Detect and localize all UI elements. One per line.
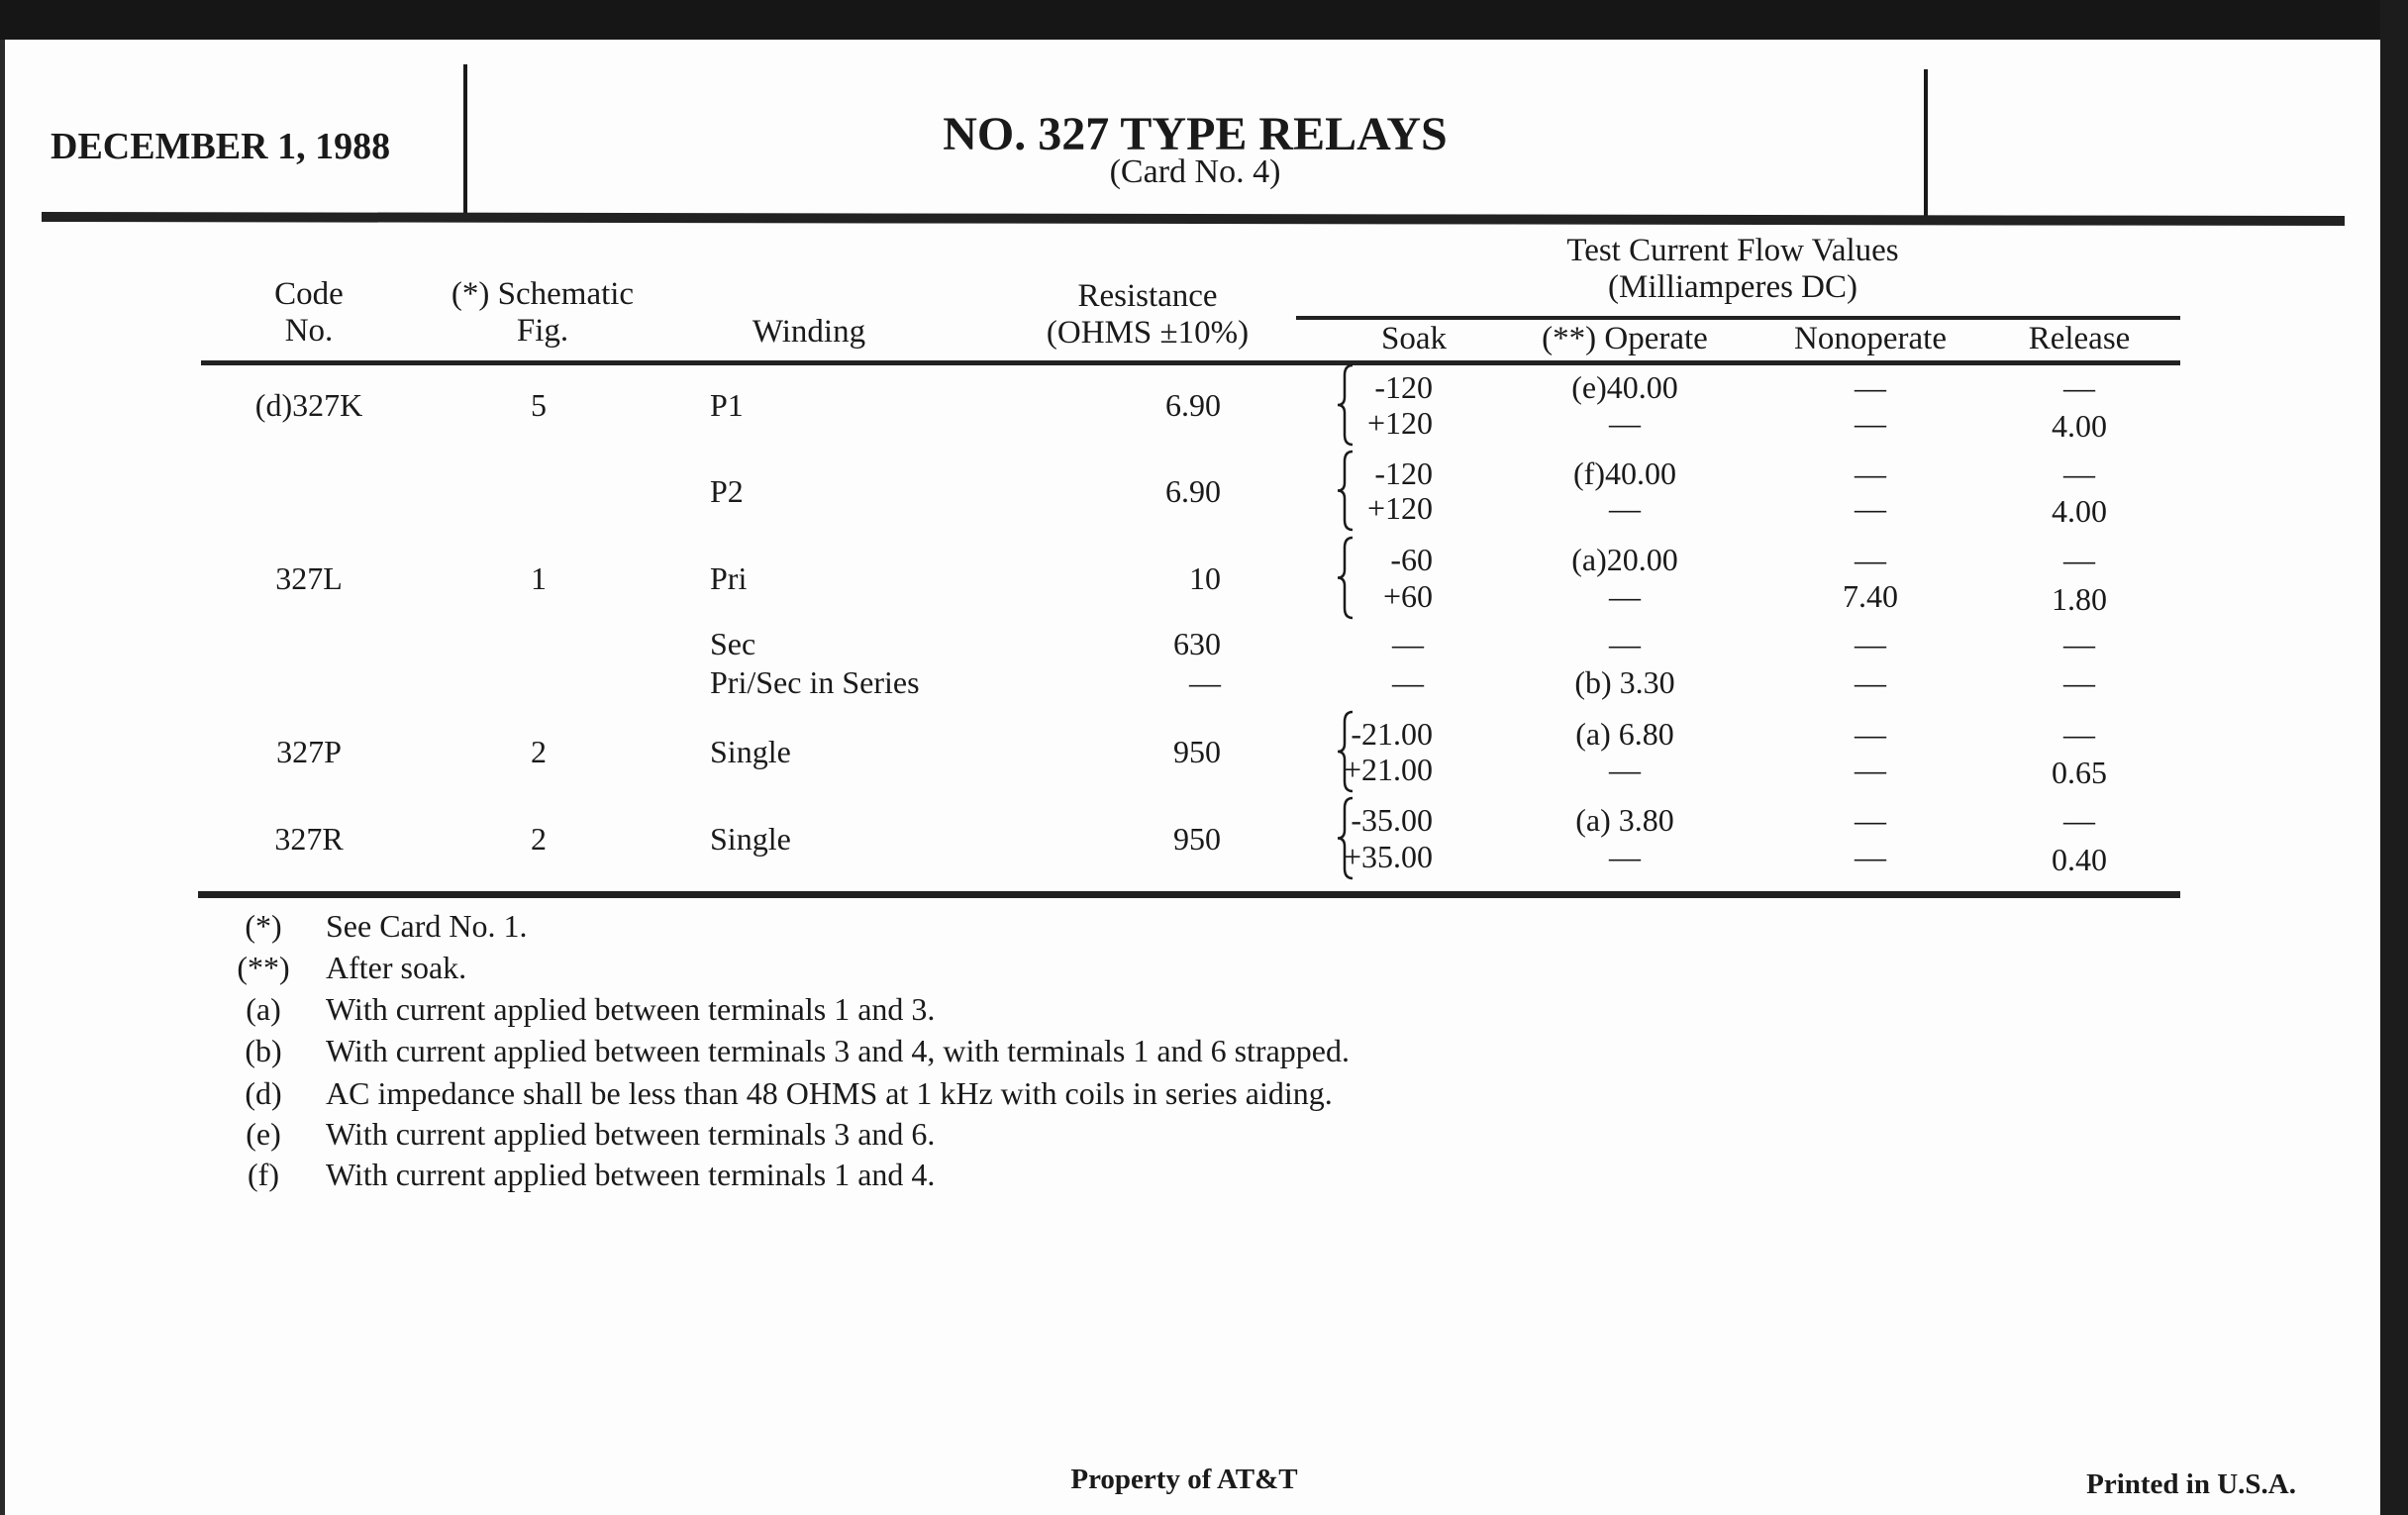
cell-resistance: 950 bbox=[1173, 820, 1221, 857]
footnote-mark: (**) bbox=[237, 950, 290, 985]
cell-nonoperate: — bbox=[1855, 626, 1886, 661]
header-group-line1: Test Current Flow Values bbox=[1566, 233, 1899, 268]
footer-printed: Printed in U.S.A. bbox=[2086, 1468, 2296, 1500]
cell-code: 327R bbox=[274, 820, 344, 857]
footnote-text: AC impedance shall be less than 48 OHMS at 1 kHz with coils in series aiding. bbox=[326, 1075, 1333, 1111]
header-fig-line2: Fig. bbox=[516, 313, 569, 349]
header-release: Release bbox=[2028, 321, 2131, 356]
footnote-text: With current applied between terminals 3 and 6. bbox=[326, 1116, 936, 1152]
card-date: DECEMBER 1, 1988 bbox=[50, 126, 391, 167]
header-group-line2: (Milliamperes DC) bbox=[1607, 269, 1858, 305]
cell-release: — bbox=[2063, 542, 2095, 577]
cell-operate: (e)40.00 bbox=[1571, 369, 1678, 405]
cell-resistance: — bbox=[1189, 664, 1221, 700]
cell-nonoperate: — bbox=[1855, 542, 1886, 577]
brace-icon bbox=[1338, 452, 1353, 530]
cell-nonoperate: — bbox=[1855, 752, 1886, 787]
cell-operate: (a) 6.80 bbox=[1575, 716, 1674, 752]
cell-fig: 2 bbox=[531, 820, 547, 857]
cell-operate: — bbox=[1609, 752, 1641, 787]
footnote-text: After soak. bbox=[326, 950, 467, 985]
cell-operate: — bbox=[1609, 626, 1641, 661]
cell-winding: Single bbox=[710, 820, 791, 857]
footnote-mark: (e) bbox=[246, 1116, 281, 1152]
page-subtitle: (Card No. 4) bbox=[1109, 153, 1281, 190]
cell-soak: +120 bbox=[1366, 405, 1433, 441]
cell-winding: Single bbox=[710, 734, 791, 769]
cell-winding: Sec bbox=[710, 626, 756, 661]
brace-icon bbox=[1338, 712, 1353, 791]
cell-code: (d)327K bbox=[254, 387, 363, 423]
footnote-mark: (*) bbox=[245, 908, 282, 944]
cell-release: 4.00 bbox=[2052, 493, 2107, 529]
cell-nonoperate: — bbox=[1855, 839, 1886, 874]
cell-resistance: 6.90 bbox=[1165, 472, 1221, 509]
cell-fig: 2 bbox=[531, 734, 547, 769]
footnote-mark: (f) bbox=[248, 1157, 279, 1192]
cell-nonoperate: — bbox=[1855, 802, 1886, 838]
header-resistance-line2: (OHMS ±10%) bbox=[1046, 315, 1250, 351]
cell-resistance: 630 bbox=[1173, 626, 1221, 661]
cell-release: 1.80 bbox=[2052, 581, 2107, 617]
cell-release: — bbox=[2063, 369, 2095, 405]
cell-fig: 1 bbox=[531, 559, 547, 596]
cell-operate: — bbox=[1609, 405, 1641, 441]
cell-release: 4.00 bbox=[2052, 408, 2107, 444]
page-title: NO. 327 TYPE RELAYS bbox=[943, 108, 1448, 160]
cell-release: 0.65 bbox=[2052, 755, 2107, 790]
cell-release: — bbox=[2063, 716, 2095, 752]
cell-soak: +60 bbox=[1382, 578, 1433, 614]
cell-operate: (b) 3.30 bbox=[1574, 664, 1675, 700]
cell-nonoperate: — bbox=[1855, 455, 1886, 491]
header-fig-line1: (*) Schematic bbox=[451, 276, 635, 312]
cell-nonoperate: — bbox=[1855, 405, 1886, 441]
cell-soak: +120 bbox=[1366, 490, 1433, 526]
header-operate: (**) Operate bbox=[1542, 321, 1708, 356]
cell-soak: -35.00 bbox=[1351, 802, 1433, 838]
footnote-mark: (b) bbox=[245, 1033, 282, 1068]
cell-winding: P2 bbox=[710, 472, 744, 509]
cell-operate: (a)20.00 bbox=[1571, 542, 1678, 577]
cell-operate: — bbox=[1609, 839, 1641, 874]
footnote-mark: (d) bbox=[245, 1075, 282, 1111]
cell-nonoperate: — bbox=[1855, 369, 1886, 405]
cell-release: — bbox=[2063, 455, 2095, 491]
cell-resistance: 6.90 bbox=[1165, 387, 1221, 423]
brace-icon bbox=[1338, 798, 1353, 878]
cell-soak: -120 bbox=[1374, 369, 1433, 405]
cell-resistance: 950 bbox=[1173, 734, 1221, 769]
header-winding: Winding bbox=[752, 314, 866, 350]
cell-winding: Pri bbox=[710, 559, 748, 596]
cell-winding: Pri/Sec in Series bbox=[710, 664, 920, 700]
cell-soak: — bbox=[1392, 626, 1424, 661]
table-bottom-rule bbox=[198, 891, 2180, 898]
cell-soak: -120 bbox=[1374, 455, 1433, 491]
footnote-text: See Card No. 1. bbox=[326, 908, 528, 944]
cell-fig: 5 bbox=[531, 387, 547, 423]
brace-icon bbox=[1338, 538, 1353, 618]
cell-nonoperate: 7.40 bbox=[1843, 578, 1898, 614]
header-code-line1: Code bbox=[274, 276, 344, 312]
cell-nonoperate: — bbox=[1855, 664, 1886, 700]
footnote-mark: (a) bbox=[246, 991, 281, 1027]
cell-operate: — bbox=[1609, 578, 1641, 614]
header-code-line2: No. bbox=[284, 313, 334, 349]
cell-nonoperate: — bbox=[1855, 490, 1886, 526]
cell-release: — bbox=[2063, 626, 2095, 661]
header-nonoperate: Nonoperate bbox=[1794, 321, 1947, 356]
cell-code: 327L bbox=[275, 559, 343, 596]
brace-icon bbox=[1338, 365, 1353, 445]
footnote-text: With current applied between terminals 1 and 3. bbox=[326, 991, 936, 1027]
header-soak: Soak bbox=[1381, 321, 1447, 356]
footer-property: Property of AT&T bbox=[1070, 1464, 1298, 1495]
footnote-text: With current applied between terminals 3 and 4, with terminals 1 and 6 strapped. bbox=[326, 1033, 1350, 1068]
cell-winding: P1 bbox=[710, 387, 744, 423]
cell-soak: -60 bbox=[1390, 542, 1433, 577]
cell-release: 0.40 bbox=[2052, 842, 2107, 877]
footnote-text: With current applied between terminals 1 and 4. bbox=[326, 1157, 936, 1192]
cell-operate: — bbox=[1609, 490, 1641, 526]
cell-operate: (f)40.00 bbox=[1573, 455, 1676, 491]
cell-resistance: 10 bbox=[1189, 559, 1221, 596]
cell-soak: +21.00 bbox=[1343, 752, 1433, 787]
cell-soak: — bbox=[1392, 664, 1424, 700]
cell-soak: -21.00 bbox=[1351, 716, 1433, 752]
cell-nonoperate: — bbox=[1855, 716, 1886, 752]
cell-operate: (a) 3.80 bbox=[1575, 802, 1674, 838]
header-resistance-line1: Resistance bbox=[1077, 278, 1218, 314]
cell-soak: +35.00 bbox=[1343, 839, 1433, 874]
cell-release: — bbox=[2063, 802, 2095, 838]
cell-release: — bbox=[2063, 664, 2095, 700]
cell-code: 327P bbox=[276, 734, 342, 769]
